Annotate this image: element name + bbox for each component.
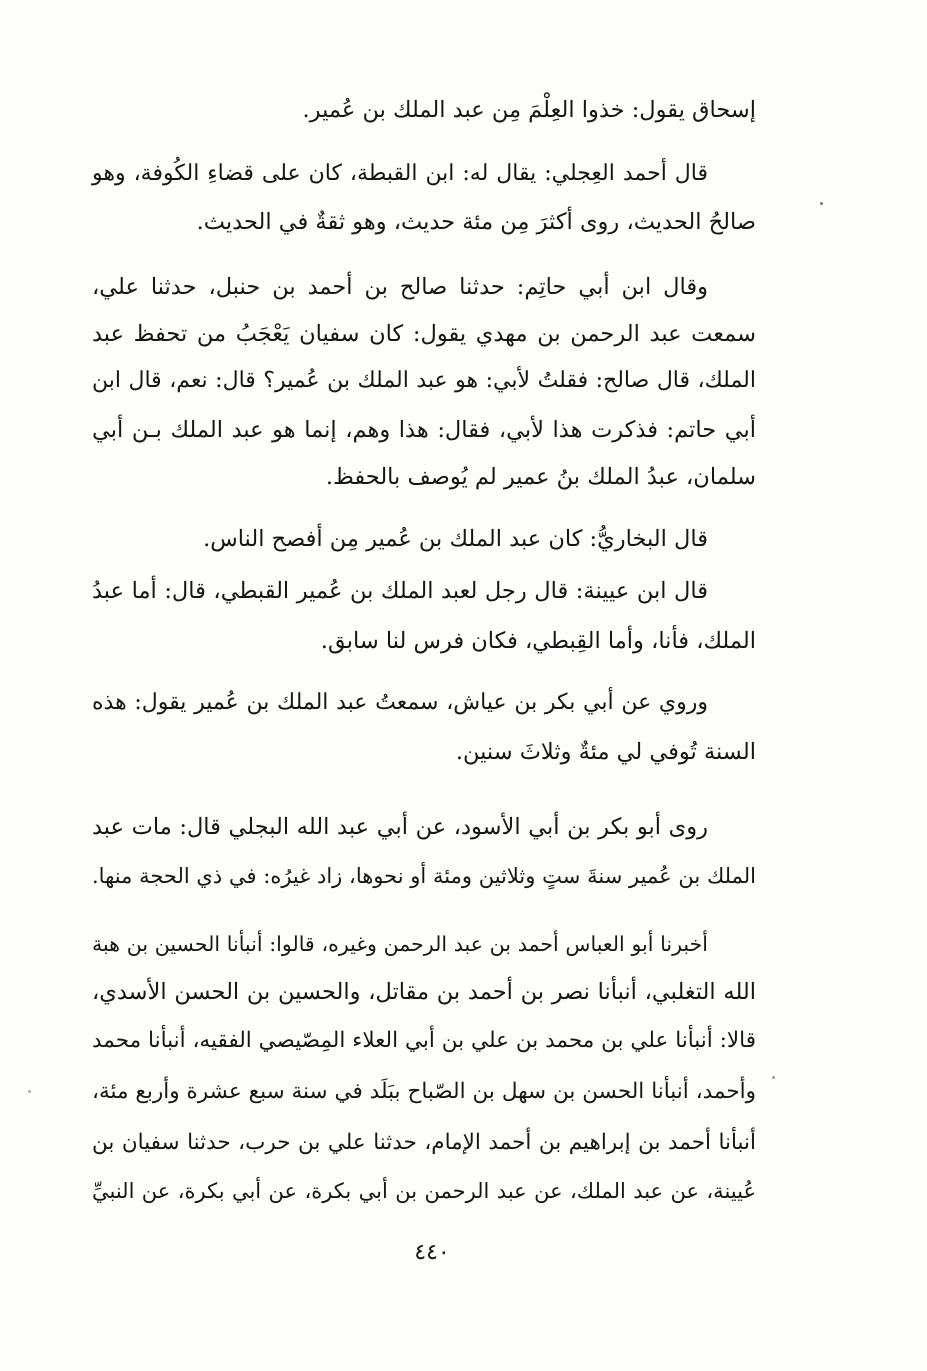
text-line: قالا: أنبأنا علي بن محمد بن علي بن أبي العلاء المِصّيصي الفقيه، أنبأنا محمد — [92, 1028, 756, 1053]
text-line: قال أحمد العِجلي: يقال له: ابن القبطة، كان على قضاءِ الكُوفة، وهو — [92, 161, 708, 186]
text-line: وقال ابن أبي حاتِم: حدثنا صالح بن أحمد بن حنبل، حدثنا علي، — [92, 274, 708, 300]
text-line: وروي عن أبي بكر بن عياش، سمعتُ عبد الملك بن عُمير يقول: هذه — [92, 690, 708, 715]
scan-speck — [820, 202, 823, 205]
text-line: أخبرنا أبو العباس أحمد بن عبد الرحمن وغيره، قالوا: أنبأنا الحسين بن هبة — [92, 932, 708, 956]
text-line: الملك، فأنا، وأما القِبطي، فكان فرس لنا سابق. — [320, 628, 756, 654]
text-line: قال ابن عيينة: قال رجل لعبد الملك بن عُمير القبطي، قال: أما عبدُ — [92, 578, 708, 604]
text-line: السنة تُوفي لي مئةٌ وثلاثَ سنين. — [455, 739, 756, 765]
page-number: ٤٤٠ — [414, 1240, 450, 1265]
text-line: إسحاق يقول: خذوا العِلْمَ مِن عبد الملك بن عُمير. — [302, 97, 756, 123]
text-line: أنبأنا أحمد بن إبراهيم بن أحمد الإمام، حدثنا علي بن حرب، حدثنا سفيان بن — [92, 1130, 756, 1155]
text-line: الملك، قال صالح: فقلتُ لأبي: هو عبد الملك بن عُمير؟ قال: نعم، قال ابن — [92, 368, 756, 393]
text-line: روى أبو بكر بن أبي الأسود، عن أبي عبد الله البجلي قال: مات عبد — [92, 814, 708, 840]
text-line: عُيينة، عن عبد الملك، عن عبد الرحمن بن أبي بكرة، عن أبي بكرة، عن النبيِّ — [92, 1179, 756, 1203]
text-line: وأحمد، أنبأنا الحسن بن سهل بن الصّباح ببَلَد في سنة سبع عشرة وأربع مئة، — [92, 1079, 756, 1104]
scan-speck — [772, 1076, 775, 1079]
text-line: سمعت عبد الرحمن بن مهدي يقول: كان سفيان يَعْجَبُ من تحفظ عبد — [92, 321, 756, 347]
book-page — [92, 0, 756, 1371]
text-line: سلمان، عبدُ الملك بنُ عمير لم يُوصف بالحفظ. — [325, 464, 756, 490]
text-line: الله التغلبي، أنبأنا نصر بن أحمد بن مقاتل، والحسين بن الحسن الأسدي، — [92, 979, 756, 1005]
text-line: صالحُ الحديث، روى أكثرَ مِن مئة حديث، وهو ثقةٌ في الحديث. — [196, 209, 756, 235]
scan-speck — [28, 1090, 31, 1093]
text-line: الملك بن عُمير سنةَ ستٍ وثلاثين ومئة أو نحوها، زاد غيرُه: في ذي الحجة منها. — [92, 864, 756, 888]
text-line: أبي حاتم: فذكرت هذا لأبي، فقال: هذا وهم، إنما هو عبد الملك بـن أبي — [92, 417, 756, 443]
text-line: قال البخاريُّ: كان عبد الملك بن عُمير مِن أفصح الناس. — [203, 526, 708, 552]
